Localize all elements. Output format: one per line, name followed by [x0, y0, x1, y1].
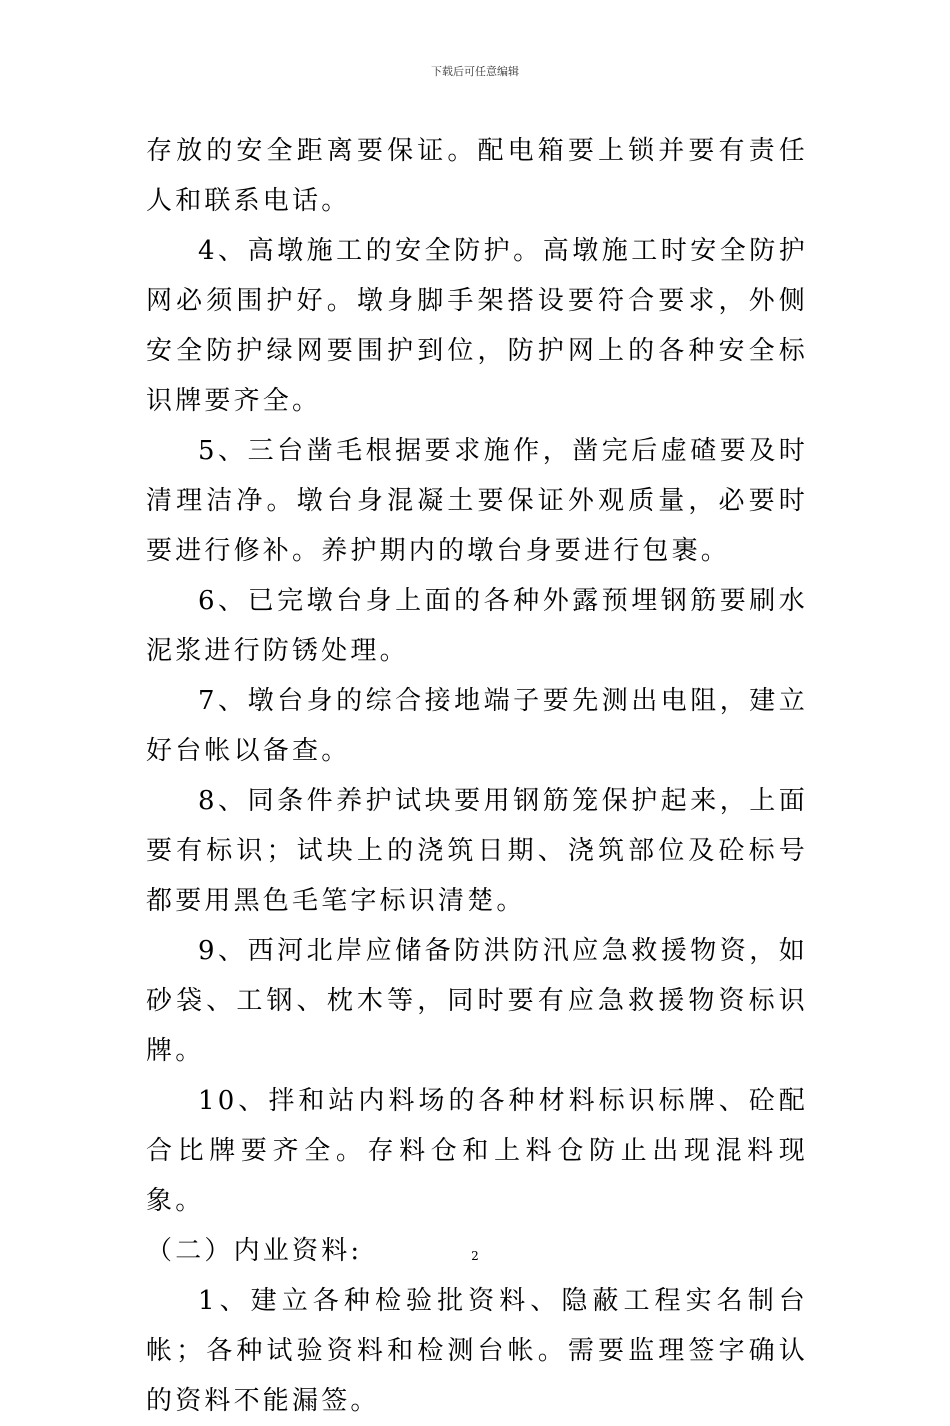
paragraph-item-4: 4、高墩施工的安全防护。高墩施工时安全防护网必须围护好。墩身脚手架搭设要符合要求，外侧安全防护绿网要围护到位，防护网上的各种安全标识牌要齐全。 — [146, 236, 808, 416]
paragraph-continuation: 存放的安全距离要保证。配电箱要上锁并要有责任人和联系电话。 — [146, 136, 808, 216]
paragraph-item-8: 8、同条件养护试块要用钢筋笼保护起来，上面要有标识；试块上的浇筑日期、浇筑部位及砼标号都要用黑色毛笔字标识清楚。 — [146, 786, 808, 916]
document-body — [146, 126, 808, 1426]
paragraph-item-9: 9、西河北岸应储备防洪防汛应急救援物资，如砂袋、工钢、枕木等，同时要有应急救援物资标识牌。 — [146, 936, 808, 1066]
page-header: 下载后可任意编辑 — [431, 65, 519, 78]
paragraph-item-10: 10、拌和站内料场的各种材料标识标牌、砼配合比牌要齐全。存料仓和上料仓防止出现混料现象。 — [146, 1086, 808, 1216]
page-number: 2 — [471, 1249, 479, 1263]
paragraph-item-5: 5、三台凿毛根据要求施作，凿完后虚碴要及时清理洁净。墩台身混凝土要保证外观质量，必要时要进行修补。养护期内的墩台身要进行包裹。 — [146, 436, 808, 566]
paragraph-item-6: 6、已完墩台身上面的各种外露预埋钢筋要刷水泥浆进行防锈处理。 — [146, 586, 808, 666]
paragraph-item-7: 7、墩台身的综合接地端子要先测出电阻，建立好台帐以备查。 — [146, 686, 808, 766]
section-heading: （二）内业资料: — [146, 1236, 363, 1266]
paragraph-internal-item-1: 1、建立各种检验批资料、隐蔽工程实名制台帐；各种试验资料和检测台帐。需要监理签字确认的资料不能漏签。 — [146, 1286, 808, 1416]
